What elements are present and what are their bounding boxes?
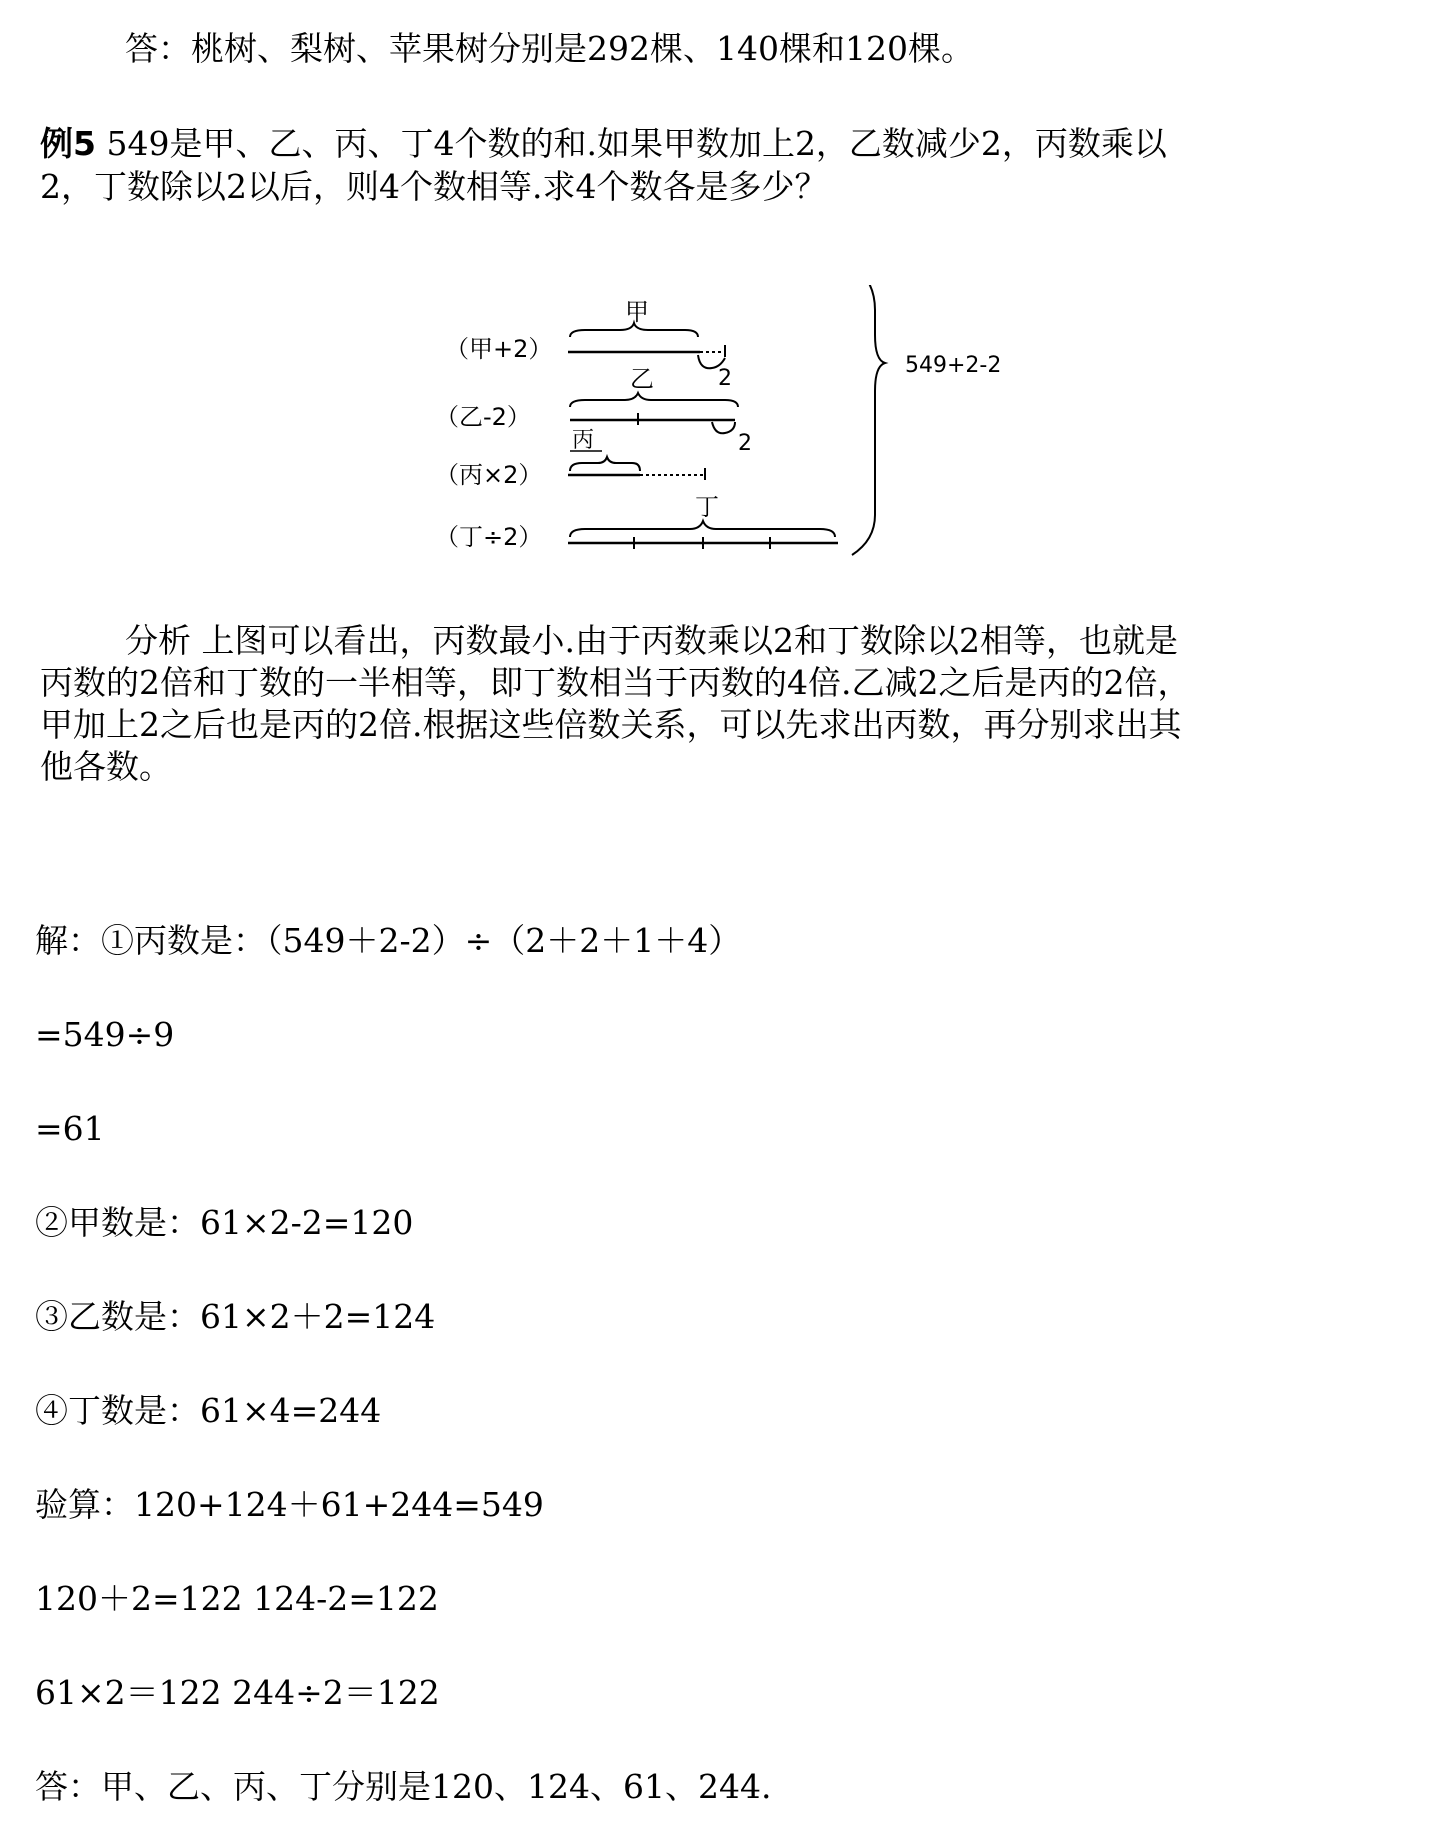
solution-step-2: =549÷9 — [35, 1015, 175, 1054]
example-label: 例5 — [40, 124, 96, 163]
example-line-1 — [40, 125, 1167, 163]
analysis-line-3: 甲加上2之后也是丙的2倍.根据这些倍数关系，可以先求出丙数，再分别求出其 — [40, 705, 1182, 744]
row-label-bing: （丙×2） — [435, 461, 543, 489]
verification-line-1: 验算：120+124＋61+244=549 — [35, 1485, 544, 1524]
total-label: 549+2-2 — [905, 353, 1002, 378]
row-label-jia: （甲+2） — [445, 335, 553, 363]
analysis-line-4: 他各数。 — [40, 747, 172, 786]
top-label-yi: 乙 — [630, 365, 654, 393]
row-label-yi: （乙-2） — [435, 403, 531, 431]
final-answer: 答：甲、乙、丙、丁分别是120、124、61、244. — [35, 1767, 772, 1806]
example-text-1: 549是甲、乙、丙、丁4个数的和.如果甲数加上2，乙数减少2，丙数乘以 — [106, 124, 1167, 163]
verification-line-2: 120＋2=122 124-2=122 — [35, 1579, 439, 1618]
solution-step-3: =61 — [35, 1109, 105, 1148]
line-segment-diagram — [420, 285, 1100, 585]
side-label-jia: 2 — [718, 366, 732, 391]
row-label-ding: （丁÷2） — [435, 523, 543, 551]
solution-step-6: ④丁数是：61×4=244 — [35, 1391, 382, 1430]
analysis-line-1: 分析 上图可以看出，丙数最小.由于丙数乘以2和丁数除以2相等，也就是 — [125, 621, 1178, 660]
top-label-bing: 丙 — [572, 428, 595, 453]
example-line-2: 2，丁数除以2以后，则4个数相等.求4个数各是多少？ — [40, 167, 828, 206]
previous-answer: 答：桃树、梨树、苹果树分别是292棵、140棵和120棵。 — [125, 29, 974, 68]
analysis-line-2: 丙数的2倍和丁数的一半相等，即丁数相当于丙数的4倍.乙减2之后是丙的2倍， — [40, 663, 1191, 702]
side-label-yi: 2 — [738, 431, 752, 456]
top-label-ding: 丁 — [695, 493, 719, 521]
solution-step-4: ②甲数是：61×2-2=120 — [35, 1203, 414, 1242]
top-label-jia: 甲 — [625, 298, 649, 326]
solution-step-5: ③乙数是：61×2＋2=124 — [35, 1297, 436, 1336]
verification-line-3: 61×2＝122 244÷2＝122 — [35, 1673, 440, 1712]
solution-step-1: 解：①丙数是：（549＋2-2）÷（2＋2＋1＋4） — [35, 921, 742, 960]
